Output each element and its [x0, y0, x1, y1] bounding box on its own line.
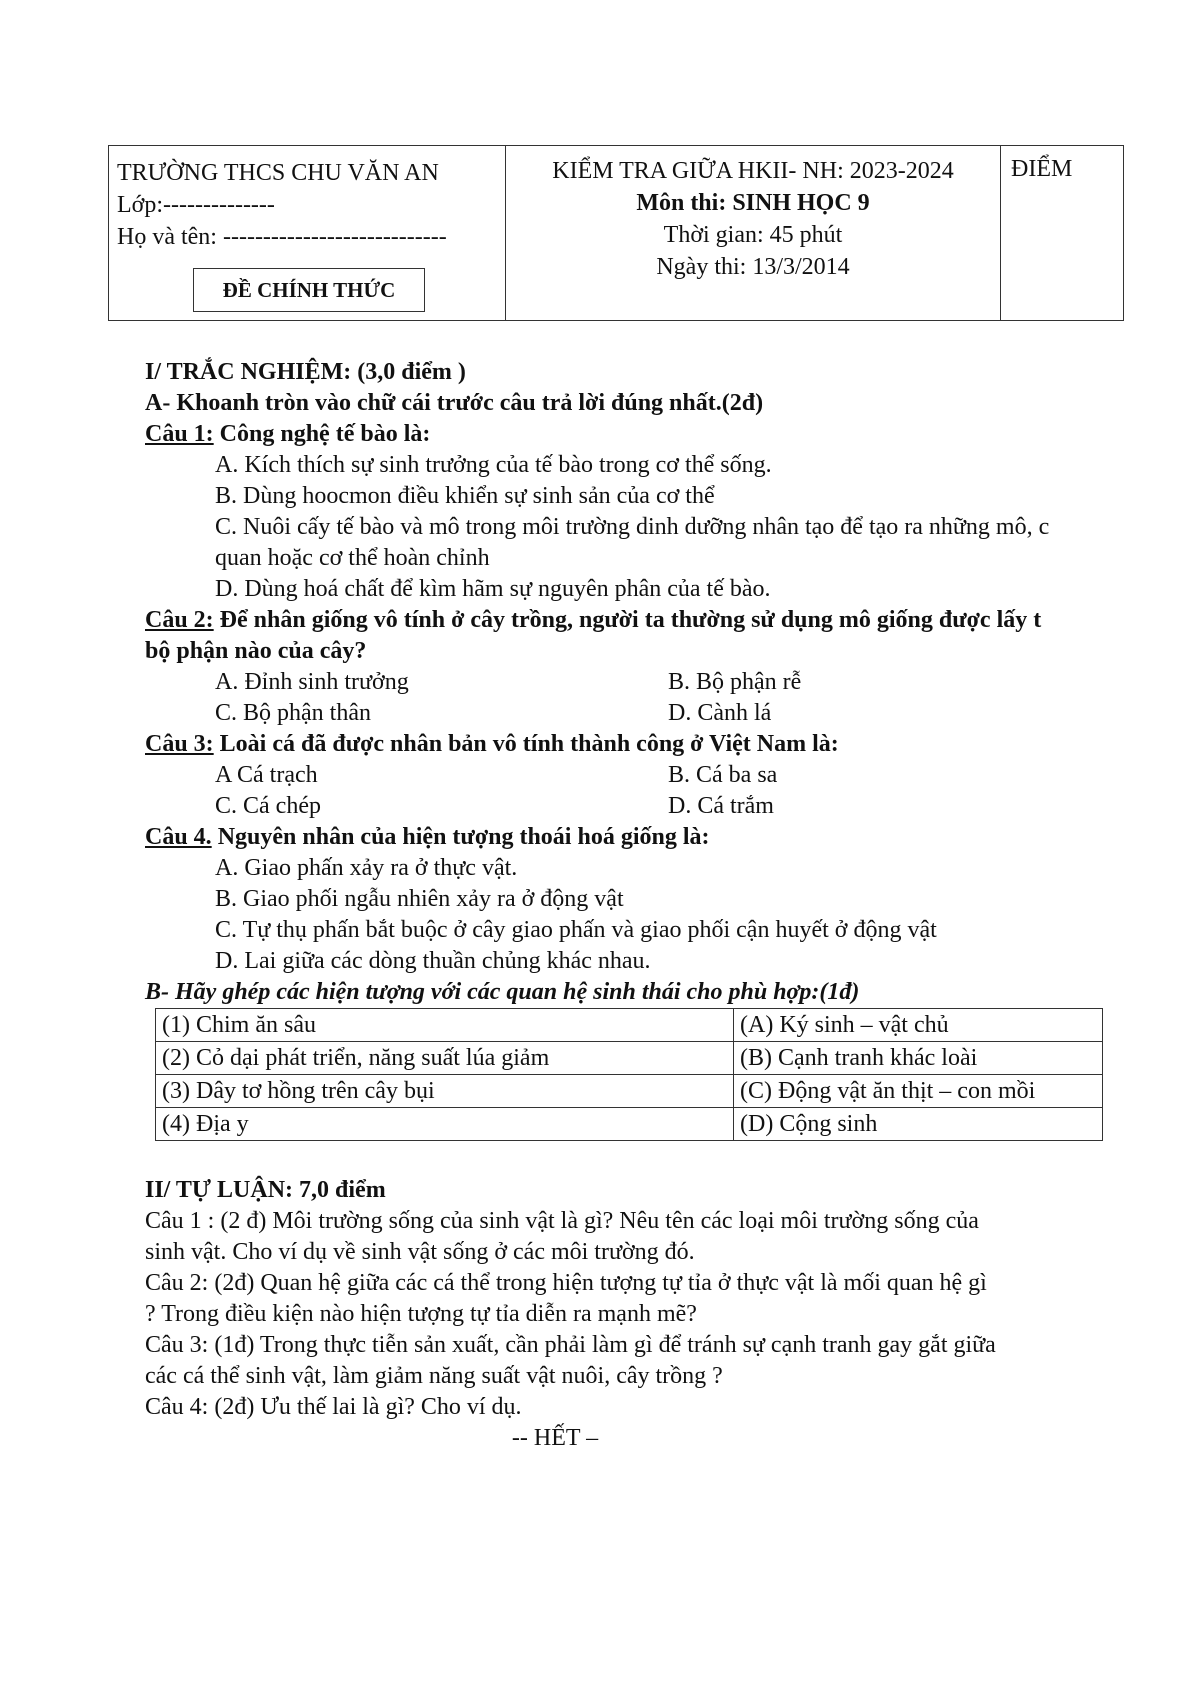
- relation-cell: (D) Cộng sinh: [734, 1108, 1103, 1141]
- option-c: C. Cá chép: [215, 793, 321, 819]
- official-stamp: ĐỀ CHÍNH THỨC: [193, 268, 425, 312]
- question-4: [145, 822, 1185, 853]
- part2-title: II/ TỰ LUẬN: 7,0 điểm: [145, 1177, 386, 1203]
- essay-question-1: Câu 1 : (2 đ) Môi trường sống của sinh vật là gì? Nêu tên các loại môi trường sống của: [145, 1208, 979, 1234]
- essay-question-4: Câu 4: (2đ) Ưu thế lai là gì? Cho ví dụ.: [145, 1394, 522, 1420]
- option-b: B. Cá ba sa: [668, 762, 778, 788]
- school-name: TRƯỜNG THCS CHU VĂN AN: [117, 160, 439, 186]
- question-1: [145, 419, 1185, 450]
- option-c: C. Nuôi cấy tế bào và mô trong môi trường dinh dưỡng nhân tạo để tạo ra những mô, c: [215, 514, 1050, 540]
- school-info: [109, 146, 506, 320]
- options-row: [145, 667, 1185, 698]
- end-marker: -- HẾT –: [511, 1425, 599, 1451]
- option-d: D. Cành lá: [668, 700, 772, 726]
- exam-header: [108, 145, 1124, 321]
- score-label: ĐIỂM: [1011, 156, 1073, 182]
- phenomenon-cell: (4) Địa y: [156, 1108, 734, 1141]
- relation-cell: (A) Ký sinh – vật chủ: [734, 1009, 1103, 1042]
- option-d: D. Dùng hoá chất để kìm hãm sự nguyên phân của tế bào.: [215, 576, 771, 602]
- class-field: Lớp:--------------: [117, 192, 275, 218]
- option-c-continued: quan hoặc cơ thể hoàn chỉnh: [215, 545, 490, 571]
- relation-cell: (B) Cạnh tranh khác loài: [734, 1042, 1103, 1075]
- option-b: B. Dùng hoocmon điều khiển sự sinh sản của cơ thể: [215, 483, 715, 509]
- option-c: C. Bộ phận thân: [215, 700, 371, 726]
- section-a-title: A- Khoanh tròn vào chữ cái trước câu trả lời đúng nhất.(2đ): [145, 390, 764, 416]
- option-b: B. Giao phối ngẫu nhiên xảy ra ở động vật: [215, 886, 624, 912]
- matching-table: [155, 1008, 1103, 1141]
- option-a: A. Kích thích sự sinh trưởng của tế bào trong cơ thể sống.: [215, 452, 772, 478]
- phenomenon-cell: (3) Dây tơ hồng trên cây bụi: [156, 1075, 734, 1108]
- option-b: B. Bộ phận rễ: [668, 669, 802, 695]
- essay-question-3-continued: các cá thể sinh vật, làm giảm năng suất vật nuôi, cây trồng ?: [145, 1363, 723, 1389]
- name-field: Họ và tên: ----------------------------: [117, 224, 447, 250]
- question-text: Loài cá đã được nhân bản vô tính thành công ở Việt Nam là:: [213, 731, 839, 757]
- question-text: Công nghệ tế bào là:: [213, 421, 431, 447]
- question-label: Câu 4.: [145, 824, 212, 850]
- exam-content: [145, 357, 1185, 1454]
- option-a: A Cá trạch: [215, 762, 318, 788]
- option-c: C. Tự thụ phấn bắt buộc ở cây giao phấn và giao phối cận huyết ở động vật: [215, 917, 937, 943]
- phenomenon-cell: (2) Cỏ dại phát triển, năng suất lúa giảm: [156, 1042, 734, 1075]
- table-row: [156, 1075, 1103, 1108]
- table-row: [156, 1108, 1103, 1141]
- table-row: [156, 1009, 1103, 1042]
- question-label: Câu 1:: [145, 421, 214, 447]
- question-3: [145, 729, 1185, 760]
- option-a: A. Đỉnh sinh trưởng: [215, 669, 409, 695]
- exam-subject: Môn thi: SINH HỌC 9: [636, 190, 870, 216]
- table-row: [156, 1042, 1103, 1075]
- question-label: Câu 3:: [145, 731, 214, 757]
- score-box: [1001, 146, 1123, 320]
- question-text: Nguyên nhân của hiện tượng thoái hoá giống là:: [211, 824, 710, 850]
- question-2-continued: bộ phận nào của cây?: [145, 638, 367, 664]
- options-row: [145, 760, 1185, 791]
- part1-title: I/ TRẮC NGHIỆM: (3,0 điểm ): [145, 359, 466, 385]
- exam-info: [506, 146, 1001, 320]
- section-b-title: B- Hãy ghép các hiện tượng với các quan hệ sinh thái cho phù hợp:(1đ): [145, 979, 860, 1005]
- question-2: [145, 605, 1185, 636]
- option-d: D. Cá trắm: [668, 793, 774, 819]
- exam-title: KIỂM TRA GIỮA HKII- NH: 2023-2024: [552, 158, 954, 184]
- essay-question-2: Câu 2: (2đ) Quan hệ giữa các cá thể trong hiện tượng tự tỉa ở thực vật là mối quan hệ gì: [145, 1270, 987, 1296]
- relation-cell: (C) Động vật ăn thịt – con mồi: [734, 1075, 1103, 1108]
- option-d: D. Lai giữa các dòng thuần chủng khác nhau.: [215, 948, 651, 974]
- options-row: [145, 791, 1185, 822]
- phenomenon-cell: (1) Chim ăn sâu: [156, 1009, 734, 1042]
- options-row: [145, 698, 1185, 729]
- exam-date: Ngày thi: 13/3/2014: [656, 254, 850, 280]
- question-label: Câu 2:: [145, 607, 214, 633]
- essay-question-2-continued: ? Trong điều kiện nào hiện tượng tự tỉa diễn ra mạnh mẽ?: [145, 1301, 697, 1327]
- essay-question-1-continued: sinh vật. Cho ví dụ về sinh vật sống ở các môi trường đó.: [145, 1239, 695, 1265]
- question-text: Để nhân giống vô tính ở cây trồng, người ta thường sử dụng mô giống được lấy t: [213, 607, 1042, 633]
- spacer: [145, 1141, 1185, 1175]
- exam-duration: Thời gian: 45 phút: [663, 222, 843, 248]
- essay-question-3: Câu 3: (1đ) Trong thực tiễn sản xuất, cần phải làm gì để tránh sự cạnh tranh gay gắt giữa: [145, 1332, 996, 1358]
- option-a: A. Giao phấn xảy ra ở thực vật.: [215, 855, 518, 881]
